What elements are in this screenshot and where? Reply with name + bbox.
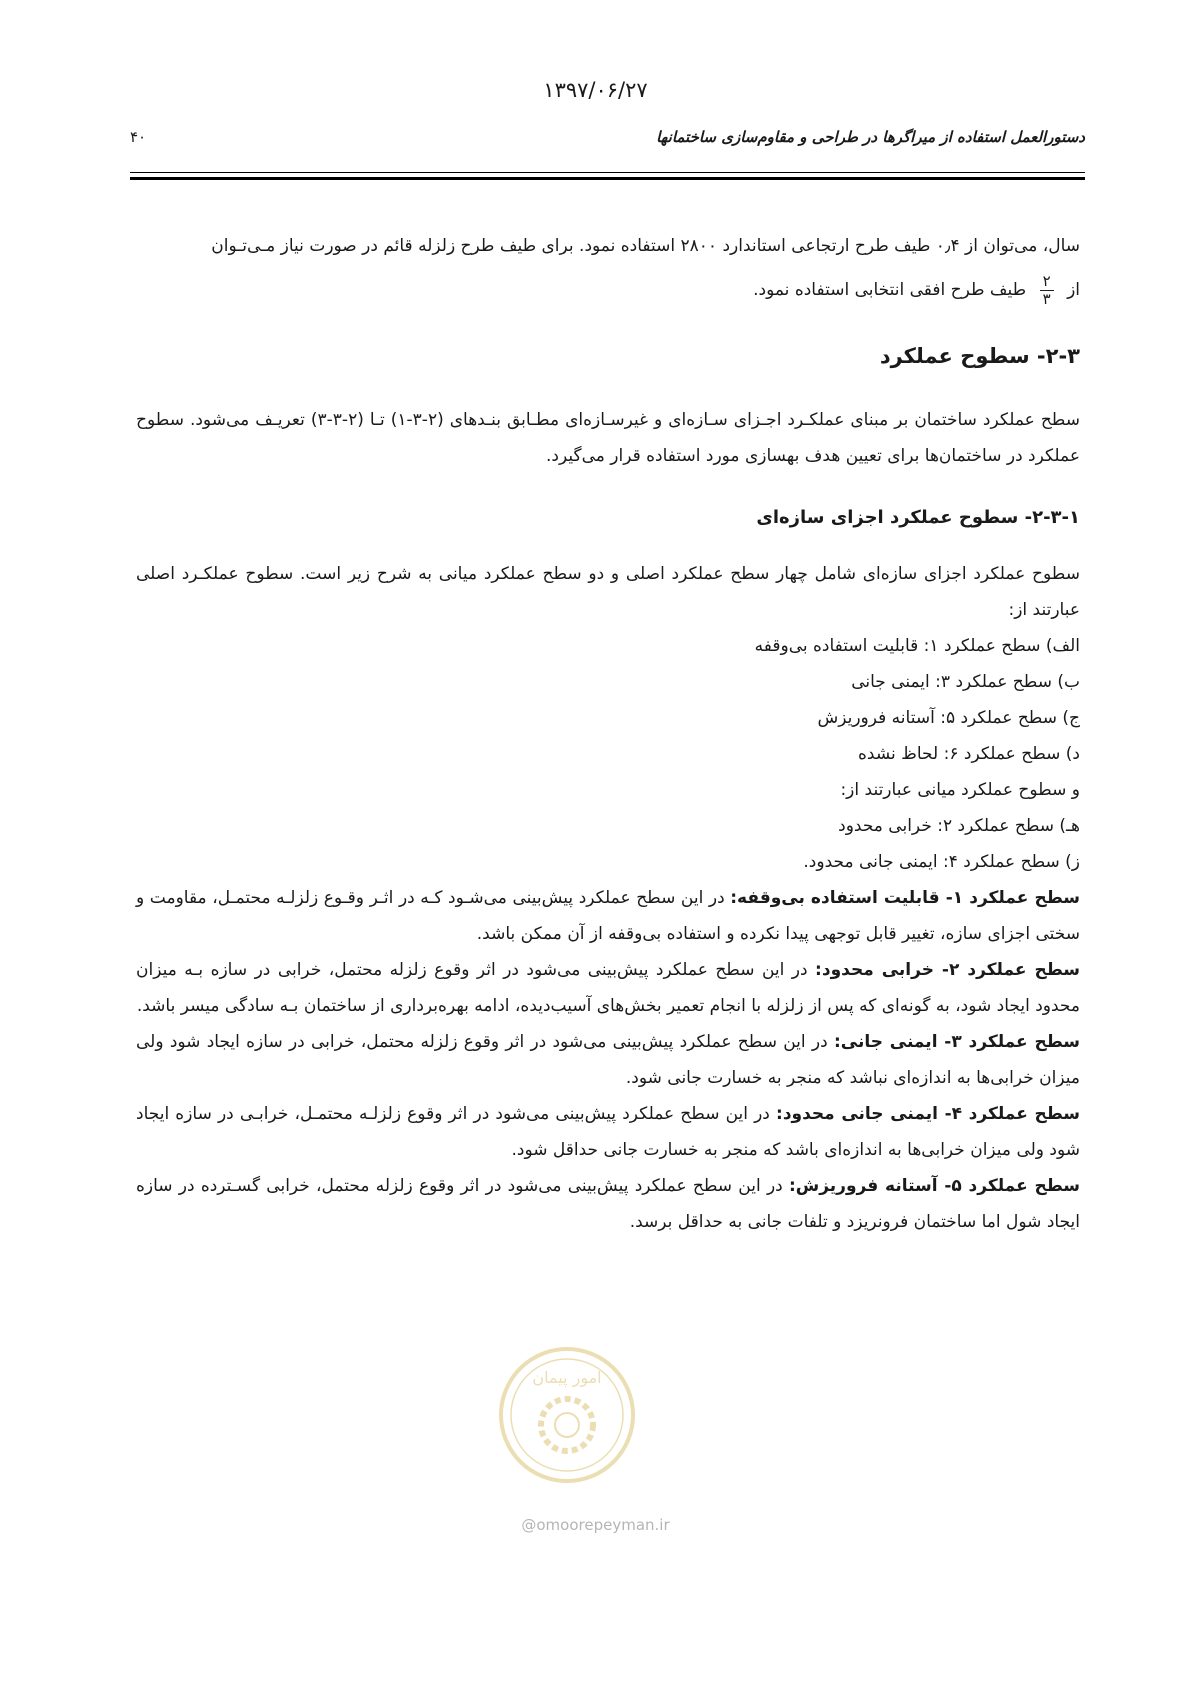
document-title: دستورالعمل استفاده از میراگرها در طراحی و مقاوم‌سازی ساختمانها	[656, 128, 1085, 146]
list-item: الف) سطح عملکرد ۱: قابلیت استفاده بی‌وقفه	[754, 636, 1080, 656]
definition-term: سطح عملکرد ۲- خرابی محدود:	[815, 960, 1080, 980]
document-date: ۱۳۹۷/۰۶/۲۷	[543, 78, 648, 102]
definition-item	[136, 880, 1080, 952]
mid-levels-intro: و سطوح عملکرد میانی عبارتند از:	[840, 780, 1080, 800]
header-rule-thin	[130, 172, 1085, 173]
list-item: ج) سطح عملکرد ۵: آستانه فروریزش	[817, 708, 1080, 728]
intro-fraction-line	[136, 272, 1080, 308]
definition-text: در این سطح عملکرد پیش‌بینی می‌شود در اثر وقوع زلزله محتمل، خرابی گسـترده در سازه ایجاد شول اما ساختمان فرونریزد و تلفات جانی به حداقل برسد.	[136, 1176, 1080, 1232]
definition-item	[136, 952, 1080, 1024]
main-levels-list	[136, 628, 1080, 880]
definition-text: در این سطح عملکرد پیش‌بینی می‌شود در اثر وقوع زلزلـه محتمـل، خرابـی در سازه ایجاد شود ولی میزان خرابی‌ها به اندازه‌ای باشد که منجر به خسارت جانی حداقل شود.	[136, 1104, 1080, 1160]
section-heading: ۲-۳- سطوح عملکرد	[879, 344, 1080, 368]
definition-item	[136, 1096, 1080, 1168]
list-item: د) سطح عملکرد ۶: لحاظ نشده	[858, 744, 1080, 764]
definition-term: سطح عملکرد ۳- ایمنی جانی:	[833, 1032, 1080, 1052]
list-item: ز) سطح عملکرد ۴: ایمنی جانی محدود.	[803, 852, 1080, 872]
list-item: هـ) سطح عملکرد ۲: خرابی محدود	[838, 816, 1080, 836]
list-item: ب) سطح عملکرد ۳: ایمنی جانی	[851, 672, 1080, 692]
definition-term: سطح عملکرد ۱- قابلیت استفاده بی‌وقفه:	[730, 888, 1080, 908]
definition-term: سطح عملکرد ۴- ایمنی جانی محدود:	[776, 1104, 1080, 1124]
section-paragraph: سطح عملکرد ساختمان بر مبنای عملکـرد اجـزای سـازه‌ای و غیرسـازه‌ای مطـابق بنـدهای (۲-۳-۱) تـا (۲-۳-۳) تعریـف می‌شود. سطوح عملکرد در ساختمان‌ها برای تعیین هدف بهسازی مورد استفاده قرار می‌گیرد.	[136, 410, 1080, 466]
fraction-numerator: ۲	[1040, 273, 1054, 291]
header-rule-thick	[130, 177, 1085, 180]
page-number: ۴۰	[130, 128, 147, 146]
document-body	[136, 228, 1080, 1240]
running-header	[130, 128, 1085, 158]
definition-text: در این سطح عملکرد پیش‌بینی می‌شـود کـه در اثـر وقـوع زلزلـه محتمـل، مقاومت و سختی اجزای سازه، تغییر قابل توجهی پیدا نکرده و استفاده بی‌وقفه از آن ممکن باشد.	[136, 888, 1080, 944]
fraction	[1040, 273, 1054, 308]
subsection-paragraph: سطوح عملکرد اجزای سازه‌ای شامل چهار سطح عملکرد اصلی و دو سطح عملکرد میانی به شرح زیر است. سطوح عملکـرد اصلی عبارتند از:	[136, 564, 1080, 620]
definition-item	[136, 1168, 1080, 1240]
definition-term: سطح عملکرد ۵- آستانه فروریزش:	[788, 1176, 1080, 1196]
definition-item	[136, 1024, 1080, 1096]
watermark-seal	[497, 1345, 637, 1485]
intro-paragraph-line: سال، می‌توان از ۰٫۴ طیف طرح ارتجاعی استاندارد ۲۸۰۰ استفاده نمود. برای طیف طرح زلزله قائم در صورت نیاز مـی‌تـوان	[211, 236, 1080, 256]
seal-text: امور پیمان	[532, 1368, 602, 1387]
intro-prefix: از	[1067, 280, 1080, 300]
subsection-heading: ۲-۳-۱- سطوح عملکرد اجزای سازه‌ای	[756, 507, 1080, 528]
watermark-text: @omoorepeyman.ir	[521, 1516, 670, 1534]
fraction-denominator: ۳	[1042, 289, 1051, 308]
intro-suffix: طیف طرح افقی انتخابی استفاده نمود.	[753, 280, 1027, 300]
definitions-list	[136, 880, 1080, 1240]
definition-text: در این سطح عملکرد پیش‌بینی می‌شود در اثر وقوع زلزله محتمل، خرابی در سازه بـه میزان محدود ایجاد شود، به گونه‌ای که پس از زلزله با انجام تعمیر بخش‌های آسیب‌دیده، ادامه بهره‌برداری از ساختمان بـه سادگی میسر باشد.	[136, 960, 1080, 1016]
definition-text: در این سطح عملکرد پیش‌بینی می‌شود در اثر وقوع زلزله محتمل، خرابی در سازه ایجاد شود ولی میزان خرابی‌ها به اندازه‌ای نباشد که منجر به خسارت جانی شود.	[136, 1032, 1080, 1088]
